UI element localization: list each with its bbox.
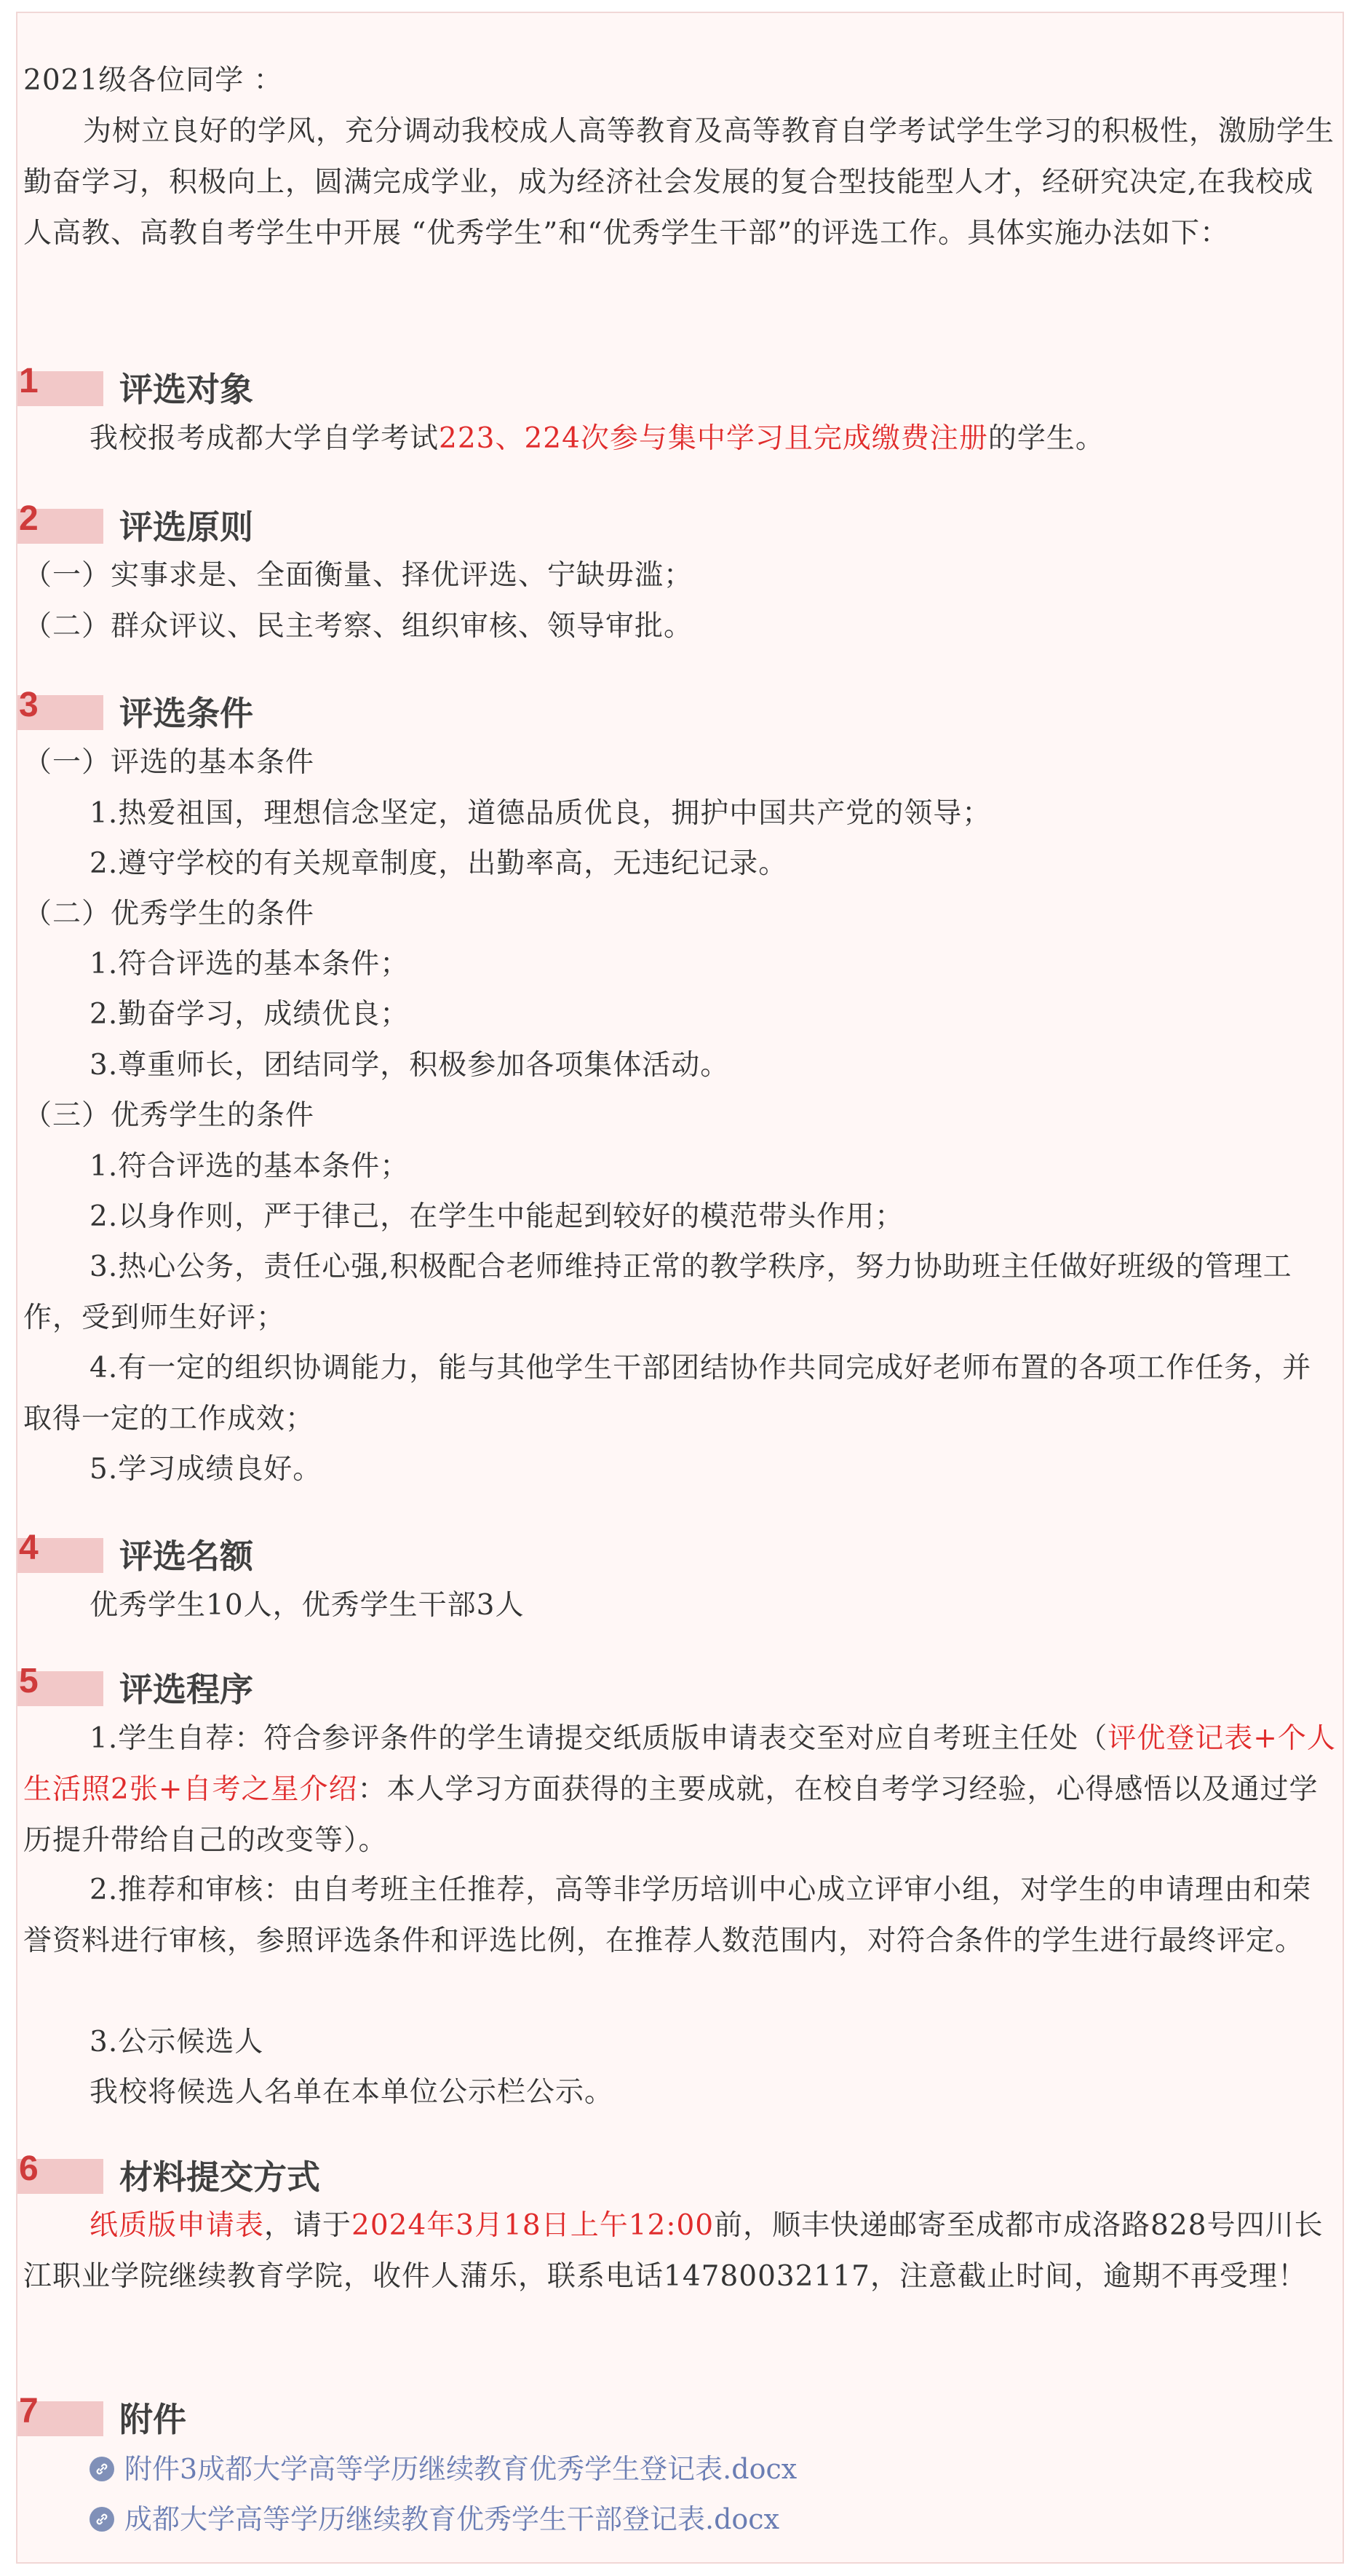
section-title: 评选程序 bbox=[119, 1670, 253, 1709]
s5-paragraph-2 bbox=[23, 1865, 1340, 1967]
section-number: 5 bbox=[19, 1662, 39, 1700]
s3-item: 2.勤奋学习，成绩优良； bbox=[90, 998, 410, 1031]
salutation: 2021级各位同学 ： bbox=[23, 64, 283, 97]
s3-item: 5.学习成绩良好。 bbox=[90, 1453, 322, 1486]
s3-item: 1.符合评选的基本条件； bbox=[90, 1150, 410, 1183]
section-number: 3 bbox=[19, 686, 39, 724]
section-5-heading bbox=[17, 1661, 891, 1716]
s3-paragraph bbox=[23, 1242, 1340, 1344]
s3-group-3: （三）优秀学生的条件 bbox=[23, 1099, 315, 1132]
s2-item: （二）群众评议、民主考察、组织审核、领导审批。 bbox=[23, 610, 693, 643]
s6-red1: 纸质版申请表 bbox=[90, 2209, 265, 2242]
s2-item: （一）实事求是、全面衡量、择优评选、宁缺毋滥； bbox=[23, 559, 693, 592]
section-number: 7 bbox=[19, 2392, 39, 2430]
section-number: 2 bbox=[19, 499, 39, 538]
attachment-link-2[interactable] bbox=[90, 2494, 779, 2545]
s5-paragraph-1 bbox=[23, 1713, 1340, 1866]
section-4-heading bbox=[17, 1528, 891, 1583]
s3-item: 3.尊重师长，团结同学，积极参加各项集体活动。 bbox=[90, 1049, 730, 1082]
s6-mid: ，请于 bbox=[264, 2209, 352, 2242]
s4-text: 优秀学生10人，优秀学生干部3人 bbox=[90, 1589, 525, 1622]
s3-paragraph bbox=[23, 1343, 1340, 1445]
intro bbox=[23, 55, 1340, 259]
section-number: 4 bbox=[19, 1529, 39, 1567]
s3-p3: 3.热心公务，责任心强,积极配合老师维持正常的教学秩序，努力协助班主任做好班级的管理工作，受到师生好评； bbox=[23, 1251, 1292, 1334]
s5-item: 我校将候选人名单在本单位公示栏公示。 bbox=[90, 2076, 614, 2109]
section-2-heading bbox=[17, 499, 891, 554]
s5-item: 3.公示候选人 bbox=[90, 2026, 264, 2058]
intro-body: 为树立良好的学风，充分调动我校成人高等教育及高等教育自学考试学生学习的积极性，激励学生勤奋学习，积极向上，圆满完成学业，成为经济社会发展的复合型技能型人才，经研究决定,在我校成人高教、高教自考学生中开展 “优秀学生”和“优秀学生干部”的评选工作。具体实施办法如下： bbox=[23, 115, 1335, 250]
article bbox=[16, 12, 1344, 2564]
section-title: 评选名额 bbox=[119, 1537, 253, 1576]
section-number: 1 bbox=[19, 362, 39, 400]
s3-p4: 4.有一定的组织协调能力，能与其他学生干部团结协作共同完成好老师布置的各项工作任务，并取得一定的工作成效； bbox=[23, 1352, 1312, 1435]
section-title: 材料提交方式 bbox=[119, 2157, 320, 2197]
s5-p1-red: 评优登记表+个人生活照2张+自考之星介绍 bbox=[23, 1722, 1336, 1806]
s3-item: 1.热爱祖国，理想信念坚定，道德品质优良，拥护中国共产党的领导； bbox=[90, 797, 992, 830]
s6-red2: 2024年3月18日上午12:00 bbox=[351, 2209, 715, 2242]
attachment-filename[interactable]: 附件3成都大学高等学历继续教育优秀学生登记表.docx bbox=[124, 2453, 798, 2485]
s1-text bbox=[90, 413, 1105, 464]
s3-item: 2.以身作则，严于律己，在学生中能起到较好的模范带头作用； bbox=[90, 1200, 904, 1233]
s3-item: 2.遵守学校的有关规章制度，出勤率高，无违纪记录。 bbox=[90, 847, 788, 880]
s3-group-2: （二）优秀学生的条件 bbox=[23, 897, 315, 930]
section-title: 评选条件 bbox=[119, 694, 253, 733]
section-7-heading bbox=[17, 2391, 891, 2446]
section-title: 评选对象 bbox=[119, 370, 253, 409]
section-1-heading bbox=[17, 361, 891, 416]
section-number: 6 bbox=[19, 2149, 39, 2188]
section-title: 评选原则 bbox=[119, 507, 253, 547]
s3-group-1: （一）评选的基本条件 bbox=[23, 746, 315, 779]
s1-pre: 我校报考成都大学自学考试 bbox=[90, 422, 440, 455]
section-6-heading bbox=[17, 2149, 891, 2204]
attachment-link-1[interactable] bbox=[90, 2444, 797, 2494]
s6-paragraph bbox=[23, 2200, 1340, 2302]
link-icon bbox=[90, 2457, 114, 2481]
link-icon bbox=[90, 2507, 114, 2532]
section-title: 附件 bbox=[119, 2400, 186, 2439]
s1-post: 的学生。 bbox=[987, 422, 1105, 455]
s6-post: 前，顺丰快递邮寄至成都市成洛路828号四川长江职业学院继续教育学院，收件人蒲乐，联系电话14780032117，注意截止时间，逾期不再受理！ bbox=[23, 2209, 1324, 2293]
s5-p1-pre: 1.学生自荐：符合参评条件的学生请提交纸质版申请表交至对应自考班主任处（ bbox=[90, 1722, 1108, 1755]
s1-highlight: 223、224次参与集中学习且完成缴费注册 bbox=[439, 422, 988, 455]
attachment-filename[interactable]: 成都大学高等学历继续教育优秀学生干部登记表.docx bbox=[124, 2503, 779, 2535]
s5-p1-post: ：本人学习方面获得的主要成就，在校自考学习经验，心得感悟以及通过学历提升带给自己的改变等）。 bbox=[23, 1773, 1319, 1857]
s3-item: 1.符合评选的基本条件； bbox=[90, 948, 410, 980]
section-3-heading bbox=[17, 685, 891, 740]
s5-p2: 2.推荐和审核：由自考班主任推荐，高等非学历培训中心成立评审小组，对学生的申请理由和荣誉资料进行审核，参照评选条件和评选比例，在推荐人数范围内，对符合条件的学生进行最终评定。 bbox=[23, 1874, 1312, 1957]
